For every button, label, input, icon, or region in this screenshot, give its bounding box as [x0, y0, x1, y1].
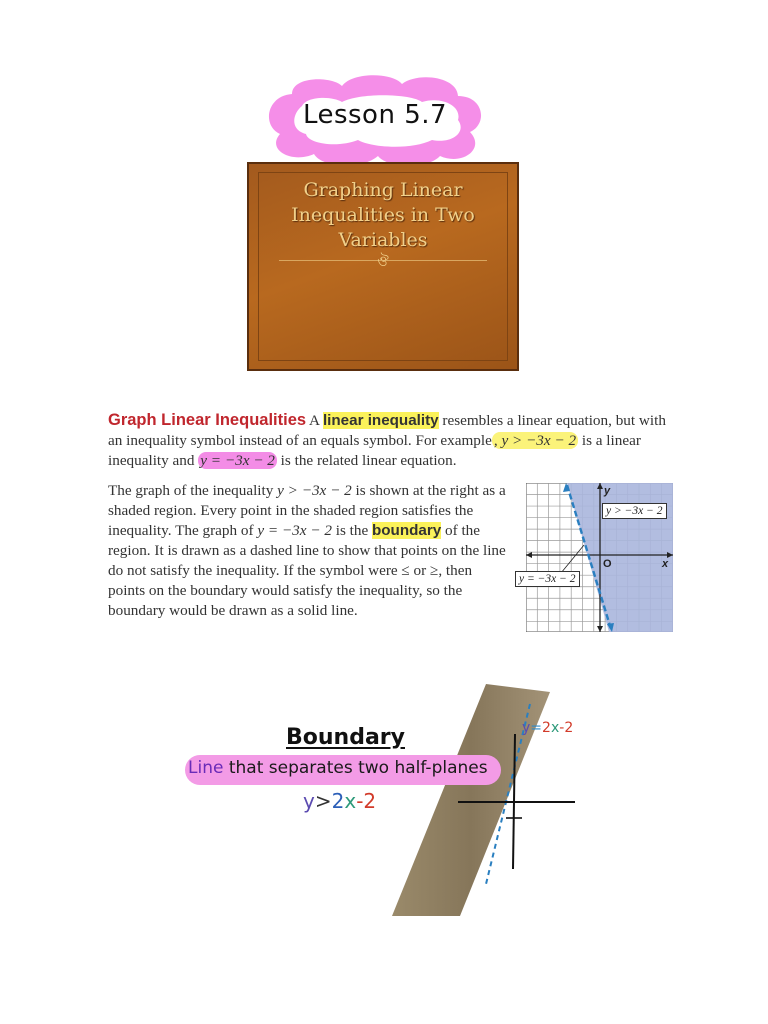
text-run: is shown at the right as a shaded region. Every point in the shaded region satisfies the inequality. The graph of	[108, 482, 506, 539]
eq-coef: 2	[331, 789, 345, 813]
graph-eq-minus: -	[559, 720, 565, 736]
text-run: The graph of the inequality	[108, 482, 278, 499]
boundary-graph-equation	[522, 720, 573, 736]
boundary-graph	[380, 684, 610, 916]
section-heading: Graph Linear Inequalities	[108, 411, 307, 429]
slide-title-line-1: Graphing Linear	[303, 179, 463, 201]
eq-const: 2	[363, 789, 377, 813]
slide-title	[249, 178, 517, 253]
graph-eq-coef: 2	[542, 720, 551, 736]
definition-line-word: Line	[188, 758, 224, 778]
lesson-title: Lesson 5.7	[302, 100, 448, 130]
slide-ornament-icon: ঔ	[377, 255, 389, 270]
boundary-inequality	[303, 789, 376, 813]
graph-eq-op: =	[530, 720, 543, 736]
graph-inequality-label: y > −3x − 2	[602, 503, 667, 519]
graph-eq-x: x	[550, 720, 560, 736]
term-linear-inequality: linear inequality	[322, 412, 439, 429]
graph-eq-y: y	[522, 720, 531, 736]
inline-inequality: y > −3x − 2	[277, 482, 352, 499]
text-run: of the region. It is drawn as a dashed line to show that points on the line do not satisfy the inequality. If the symbol were ≤ or ≥, then points on the boundary would satisfy the inequality, so the boundary would be drawn as a solid line.	[108, 522, 506, 619]
definition-paragraph	[108, 410, 668, 471]
graph-y-axis-label: y	[604, 485, 611, 497]
text-run: is the	[331, 522, 372, 539]
slide-title-line-3: Variables	[338, 229, 428, 251]
term-boundary: boundary	[372, 522, 442, 539]
graph-equation-label: y = −3x − 2	[515, 571, 580, 587]
boundary-shaded-region	[392, 684, 550, 916]
boundary-definition	[188, 758, 488, 778]
eq-op: >	[314, 789, 332, 813]
text-run: resembles a linear equation, but with an inequality symbol instead of an equals symbol. For example	[108, 412, 666, 449]
boundary-title: Boundary	[286, 725, 405, 750]
eq-x: x	[344, 789, 357, 813]
example-inequality: , y > −3x − 2	[493, 432, 577, 449]
definition-rest: that separates two half-planes	[223, 758, 488, 778]
text-run: A	[306, 412, 323, 429]
graph-origin-label: O	[603, 558, 612, 570]
title-slide	[247, 162, 519, 371]
slide-title-line-2: Inequalities in Two	[291, 204, 475, 226]
graph-eq-const: 2	[564, 720, 574, 736]
text-run: is a linear inequality and	[108, 432, 641, 469]
example-equation: y = −3x − 2	[200, 452, 275, 469]
graph-x-axis-label: x	[662, 558, 669, 570]
eq-minus: -	[356, 789, 364, 813]
eq-y: y	[303, 789, 315, 813]
inline-equation: y = −3x − 2	[257, 522, 332, 539]
explanation-paragraph	[108, 481, 506, 621]
text-run: is the related linear equation.	[276, 452, 457, 469]
